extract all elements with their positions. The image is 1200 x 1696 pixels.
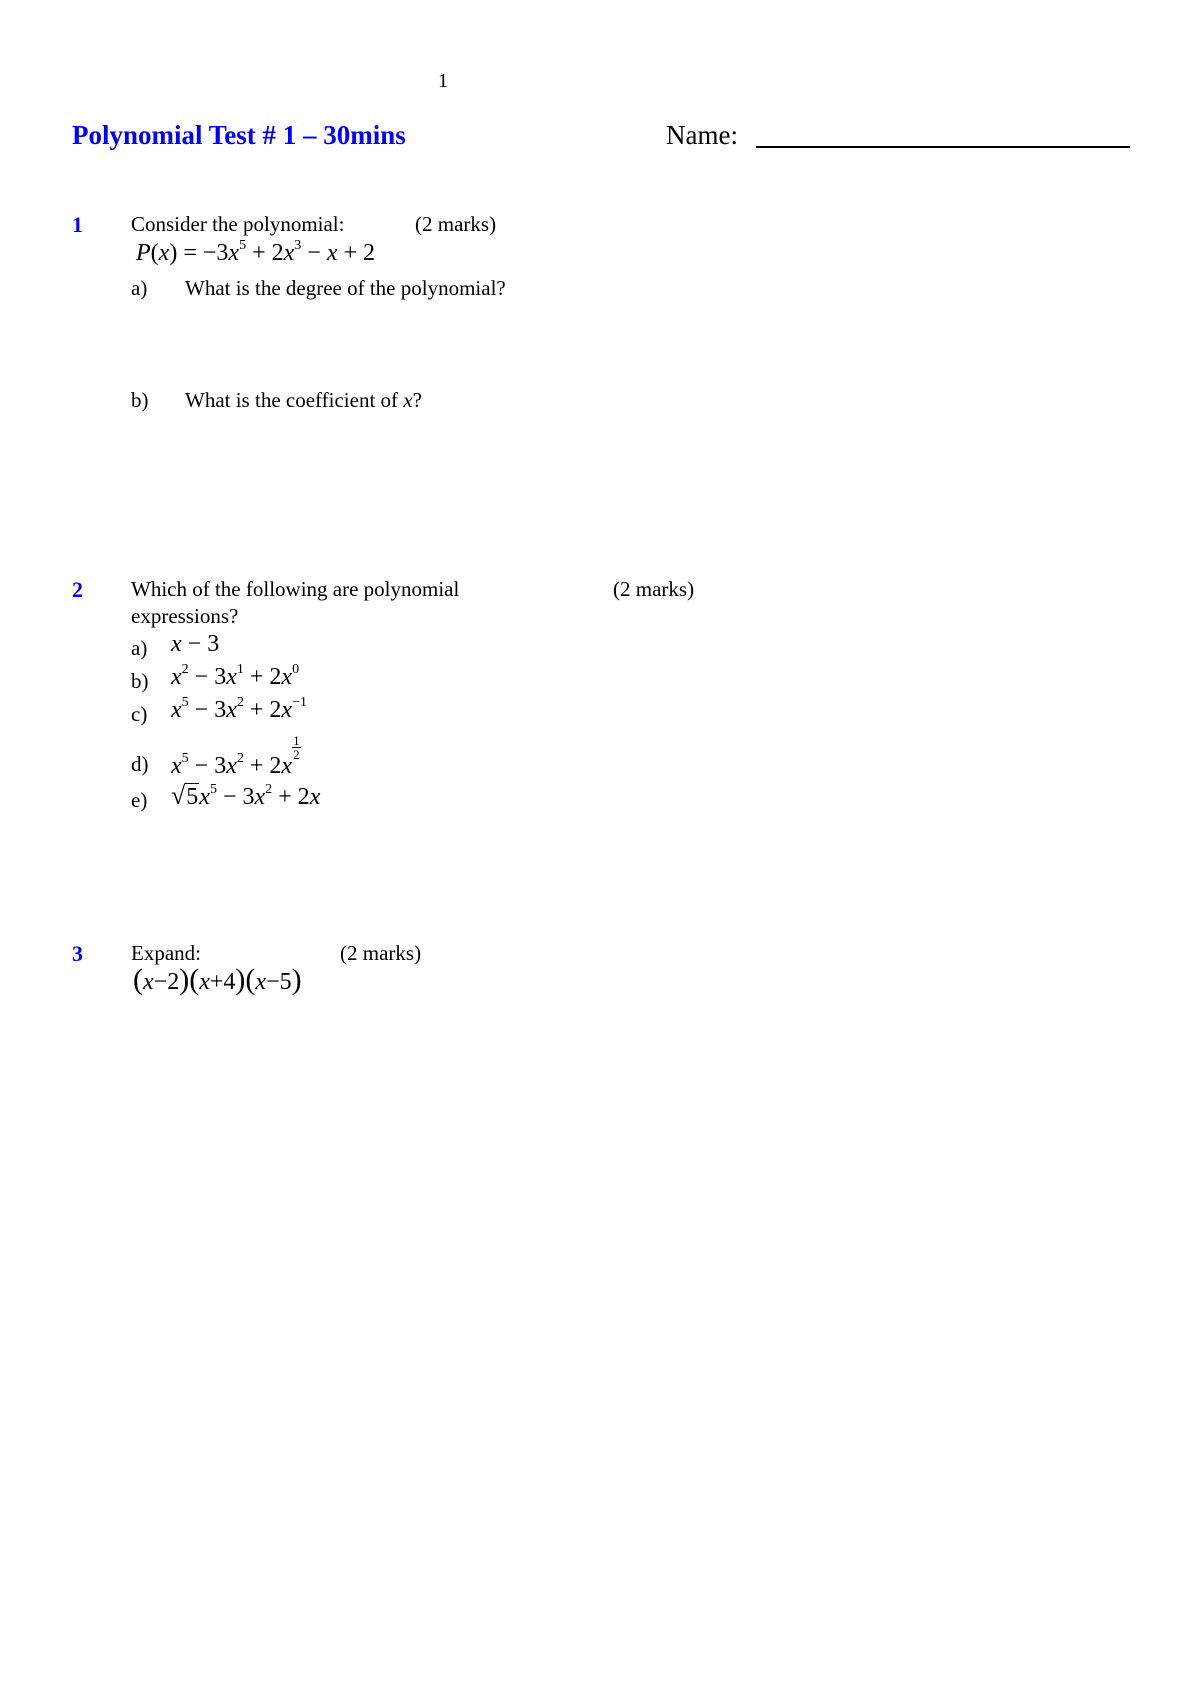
option-e-expression: $√5x^5 - 3x^2 + 2x$	[171, 781, 321, 810]
one-half-exponent: $\frac{1}{2}$	[293, 733, 300, 762]
question-1b-label: b)	[131, 388, 149, 412]
question-2-prompt-line2: expressions?	[131, 604, 239, 628]
question-1b-qmark: ?	[412, 388, 422, 412]
question-2-marks: (2 marks)	[613, 577, 695, 601]
plus-2: + 2	[246, 240, 284, 266]
question-1-number: 1	[72, 212, 83, 237]
question-1b-text-main: What is the coefficient of	[185, 388, 404, 412]
exponent-5: 5	[239, 238, 247, 253]
question-2-prompt-line1: Which of the following are polynomial	[131, 577, 460, 601]
option-d-expression: $x^5 - 3x^2 + 2x$ $\frac{1}{2}$	[171, 733, 300, 779]
question-3-marks: (2 marks)	[340, 941, 422, 965]
p-symbol: P	[136, 240, 151, 266]
eq-coef: = −3	[177, 240, 229, 266]
question-1a-text: What is the degree of the polynomial?	[185, 276, 506, 300]
constant-term: + 2	[337, 240, 376, 266]
option-b-label: b)	[131, 669, 149, 693]
option-a-expression: x − 3	[171, 631, 220, 657]
name-label: Name:	[666, 120, 738, 150]
name-field-line[interactable]	[756, 146, 1130, 148]
option-e-label: e)	[131, 788, 148, 812]
exponent-3: 3	[294, 238, 302, 253]
question-3-expression: (x−2)(x+4)(x−5)	[133, 963, 302, 996]
question-1-polynomial: $P(x) = -3x^5 + 2x^3 - x + 2$	[136, 238, 376, 266]
question-1a-label: a)	[131, 276, 148, 300]
option-d-label: d)	[131, 752, 149, 776]
minus-sign: −	[301, 240, 327, 266]
option-c-label: c)	[131, 702, 148, 726]
question-3-number: 3	[72, 941, 83, 966]
question-1b-text	[185, 388, 422, 413]
page-number: 1	[438, 70, 448, 92]
question-1b-var: x	[403, 388, 413, 412]
question-2-number: 2	[72, 577, 83, 602]
square-root-icon: √5	[171, 781, 199, 810]
question-1-marks: (2 marks)	[415, 212, 497, 236]
option-c-expression: $x^5 - 3x^2 + 2x^{-1}$	[171, 695, 307, 723]
question-1-prompt: Consider the polynomial:	[131, 212, 345, 236]
option-a-label: a)	[131, 636, 148, 660]
variable-x: x	[158, 240, 170, 266]
test-title: Polynomial Test # 1 – 30mins	[72, 120, 406, 150]
question-3-prompt: Expand:	[131, 941, 201, 965]
option-b-expression: $x^2 - 3x^1 + 2x^0$	[171, 662, 300, 690]
